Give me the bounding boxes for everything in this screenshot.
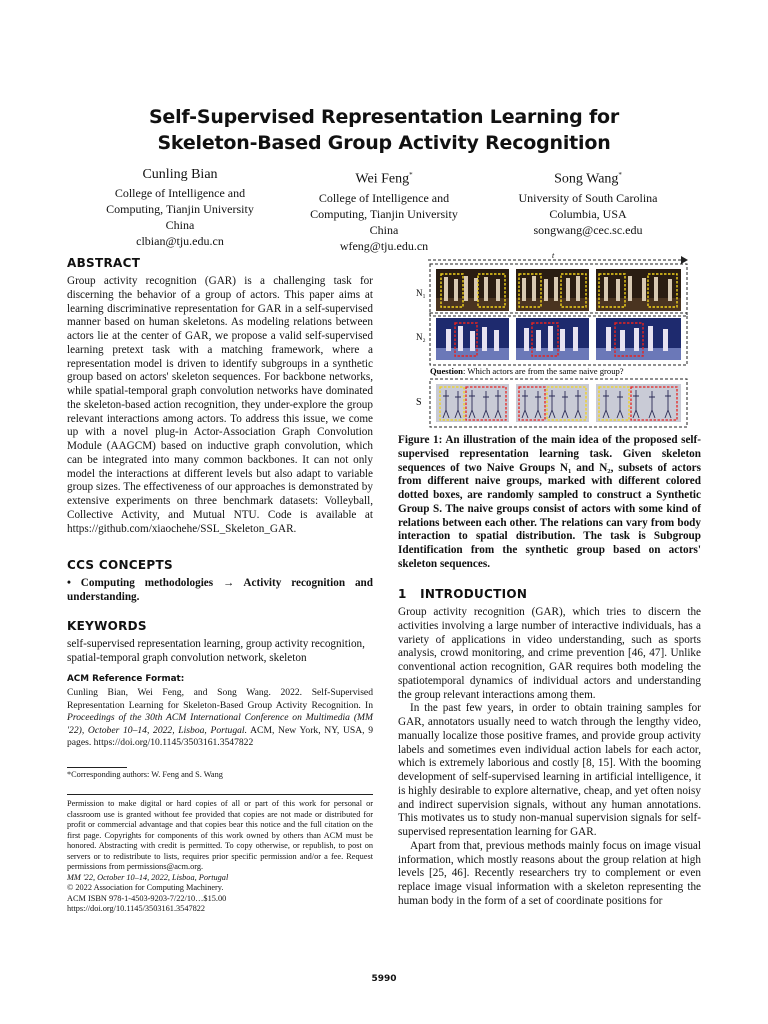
author-email[interactable]: wfeng@tju.edu.cn <box>339 238 429 253</box>
keywords-section <box>67 619 373 666</box>
author-affiliation: Computing, Tianjin University <box>310 206 458 221</box>
corresponding-mark: * <box>409 171 413 179</box>
author-affiliation: Columbia, USA <box>549 206 627 221</box>
n1-frame-2 <box>516 269 589 311</box>
keywords-heading: KEYWORDS <box>67 619 147 633</box>
author-block-3 <box>488 166 688 238</box>
footnote-text: *Corresponding authors: W. Feng and S. Wang <box>67 770 223 779</box>
author-block-2 <box>284 166 484 254</box>
ccs-section <box>67 558 373 605</box>
ccs-heading: CCS CONCEPTS <box>67 558 173 572</box>
s-frame-2 <box>516 384 589 422</box>
section-title: INTRODUCTION <box>420 587 528 601</box>
s-frame-3 <box>596 384 681 422</box>
n1-label: N₁ <box>416 288 426 298</box>
author-affiliation: College of Intelligence and <box>114 186 246 200</box>
permission-block <box>67 799 373 915</box>
figure-caption-text: Figure 1: An illustration of the main idea of the proposed self-supervised representation learning task. Given skeleton sequences of two Naive Groups N₁ and N₂, subsets of actors from different naive groups, marked with different colored dotted boxes, are randomly sampled to construct a Synthetic Group S. The naive groups consist of actors with some kind of relations between each other. The relations can vary from body interaction to spatial distribution. The task is Subgroup Identification from the synthetic group based on actors' skeleton sequences. <box>398 434 701 570</box>
copyright-line: © 2022 Association for Computing Machinery. <box>67 883 224 892</box>
acm-ref-authors: Cunling Bian, Wei Feng, and Song Wang. 2022. Self-Supervised Representation Learning for Skeleton-Based Group Activity Recognition. In <box>67 687 373 711</box>
permission-rule <box>67 794 373 795</box>
footnote-rule <box>67 767 127 768</box>
abstract-section <box>67 256 373 536</box>
author-email[interactable]: songwang@cec.sc.edu <box>533 222 643 237</box>
n1-frame-1 <box>436 269 509 311</box>
title-line-1: Self-Supervised Representation Learning for <box>148 106 620 128</box>
figure-1 <box>398 250 701 430</box>
n1-frame-3 <box>596 269 681 311</box>
n2-frame-2 <box>516 318 589 360</box>
author-name: Wei Feng <box>355 171 410 187</box>
figure-question: Question: Which actors are from the same naive group? <box>430 366 624 376</box>
introduction-heading <box>398 587 701 601</box>
author-block-1 <box>80 166 280 249</box>
introduction-section <box>398 587 701 909</box>
author-country: China <box>165 218 195 232</box>
conference-line: MM '22, October 10–14, 2022, Lisboa, Portugal <box>67 872 229 882</box>
abstract-text: Group activity recognition (GAR) is a challenging task for discerning the behavior of a group of actors. This paper aims at learning discriminative representation for GAR in a self-supervised manner based on human skeletons. As modeling relations between actors lie at the center of GAR, we propose a valid self-supervised learning pretext task with a matching framework, where a representation model is driven to identify subgroups in a synthetic group based on actors' skeleton sequences. For backbone networks, while spatial-temporal graph convolution networks have dominated the skeleton-based action recognition, they under-explore the group relevant interactions among actors. To address this issue, we come up with a novel plug-in Actor-Association Graph Convolution Module (AAGCM) based on inductive graph convolution, which can be integrated into many common backbones. It can not only model the interactions at different levels but also adapt to variable group sizes. The effectiveness of our approaches is demonstrated by extensive experiments on three benchmark datasets: Volleyball, Collective Activity, and Mutual NTU. Code is available at https://github.com/xiaochehe/SSL_Skeleton_GAR. <box>67 275 373 535</box>
n2-frame-1 <box>436 318 509 360</box>
author-affiliation: Computing, Tianjin University <box>106 202 254 216</box>
n2-label: N₂ <box>416 332 426 342</box>
time-label: t <box>552 251 555 260</box>
paper-title <box>60 104 708 156</box>
title-line-2: Skeleton-Based Group Activity Recognition <box>157 132 611 154</box>
figure-caption <box>398 434 701 572</box>
permission-text: Permission to make digital or hard copies of all or part of this work for personal or classroom use is granted without fee provided that copies are not made or distributed for profit or commercial advantage and that copies bear this notice and the full citation on the first page. Copyrights for components of this work owned by others than ACM must be honored. Abstracting with credit is permitted. To copy otherwise, or republish, to post on servers or to redistribute to lists, requires prior specific permission and/or a fee. Request permissions from permissions@acm.org. <box>67 799 373 871</box>
acm-ref-tail[interactable]: ACM, New York, NY, USA, 9 pages. https://doi.org/10.1145/3503161.3547822 <box>67 724 374 749</box>
s-label: S <box>416 397 422 408</box>
isbn-line: ACM ISBN 978-1-4503-9203-7/22/10…$15.00 <box>67 893 227 903</box>
author-affiliation: College of Intelligence and <box>318 190 450 205</box>
time-arrow-head <box>681 256 688 264</box>
keywords-text: self-supervised representation learning, group activity recognition, spatial-temporal graph convolution network, skeleton <box>67 638 365 664</box>
author-email[interactable]: clbian@tju.edu.cn <box>136 234 224 248</box>
intro-paragraph-2: In the past few years, in order to obtain training samples for GAR, annotators usually need to watch through the lengthy video, manually localize those positive frames, and provide group activity labels and sometimes even individual action labels for each actor, which is extremely laborious and costly [8, 15]. With the booming development of self-supervised learning in artificial intelligence, it is highly desirable to explore alternative, cheap, and yet often noisy and indirect supervision signals, without any human annotations. This motivates us to study non-manual supervision signals for self-supervised representation learning for GAR. <box>398 702 701 838</box>
intro-paragraph-3: Apart from that, previous methods mainly focus on image visual information, which mostly reasons about the group relation at high levels [25, 46]. Recently researchers try to complement or even replace image visual information with a skeleton representing the human body in the form of a set of coordinate positions for <box>398 839 701 907</box>
s-frame-1 <box>436 384 509 422</box>
footnote <box>67 770 373 781</box>
acm-ref-text <box>67 687 373 750</box>
corresponding-mark: * <box>618 171 622 179</box>
n2-frame-3 <box>596 318 681 360</box>
page-number: 5990 <box>371 974 397 984</box>
intro-paragraph-1: Group activity recognition (GAR), which tries to discern the activities involving a large number of interactive individuals, has a variety of applications in video understanding, such as sports analysis, crowd monitoring, and crime prevention [46, 47]. Unlike conventional action recognition, GAR requires both modeling the spatiotemporal dynamics of individual actors and understanding the group relevant interactions among them. <box>398 606 701 701</box>
section-number: 1 <box>398 587 407 601</box>
author-affiliation: University of South Carolina <box>518 190 658 205</box>
ccs-text: • Computing methodologies → Activity recognition and understanding. <box>67 577 373 603</box>
abstract-heading: ABSTRACT <box>67 256 141 270</box>
author-country: China <box>369 222 399 237</box>
acm-reference <box>67 674 373 750</box>
author-name: Song Wang <box>554 171 619 187</box>
acm-ref-venue: Proceedings of the 30th ACM International Conference on Multimedia (MM '22), October 10–14, 2022, Lisboa, Portugal. <box>67 712 373 736</box>
doi-line[interactable]: https://doi.org/10.1145/3503161.3547822 <box>67 904 206 913</box>
acm-ref-heading: ACM Reference Format: <box>67 674 185 684</box>
author-name: Cunling Bian <box>142 167 218 182</box>
